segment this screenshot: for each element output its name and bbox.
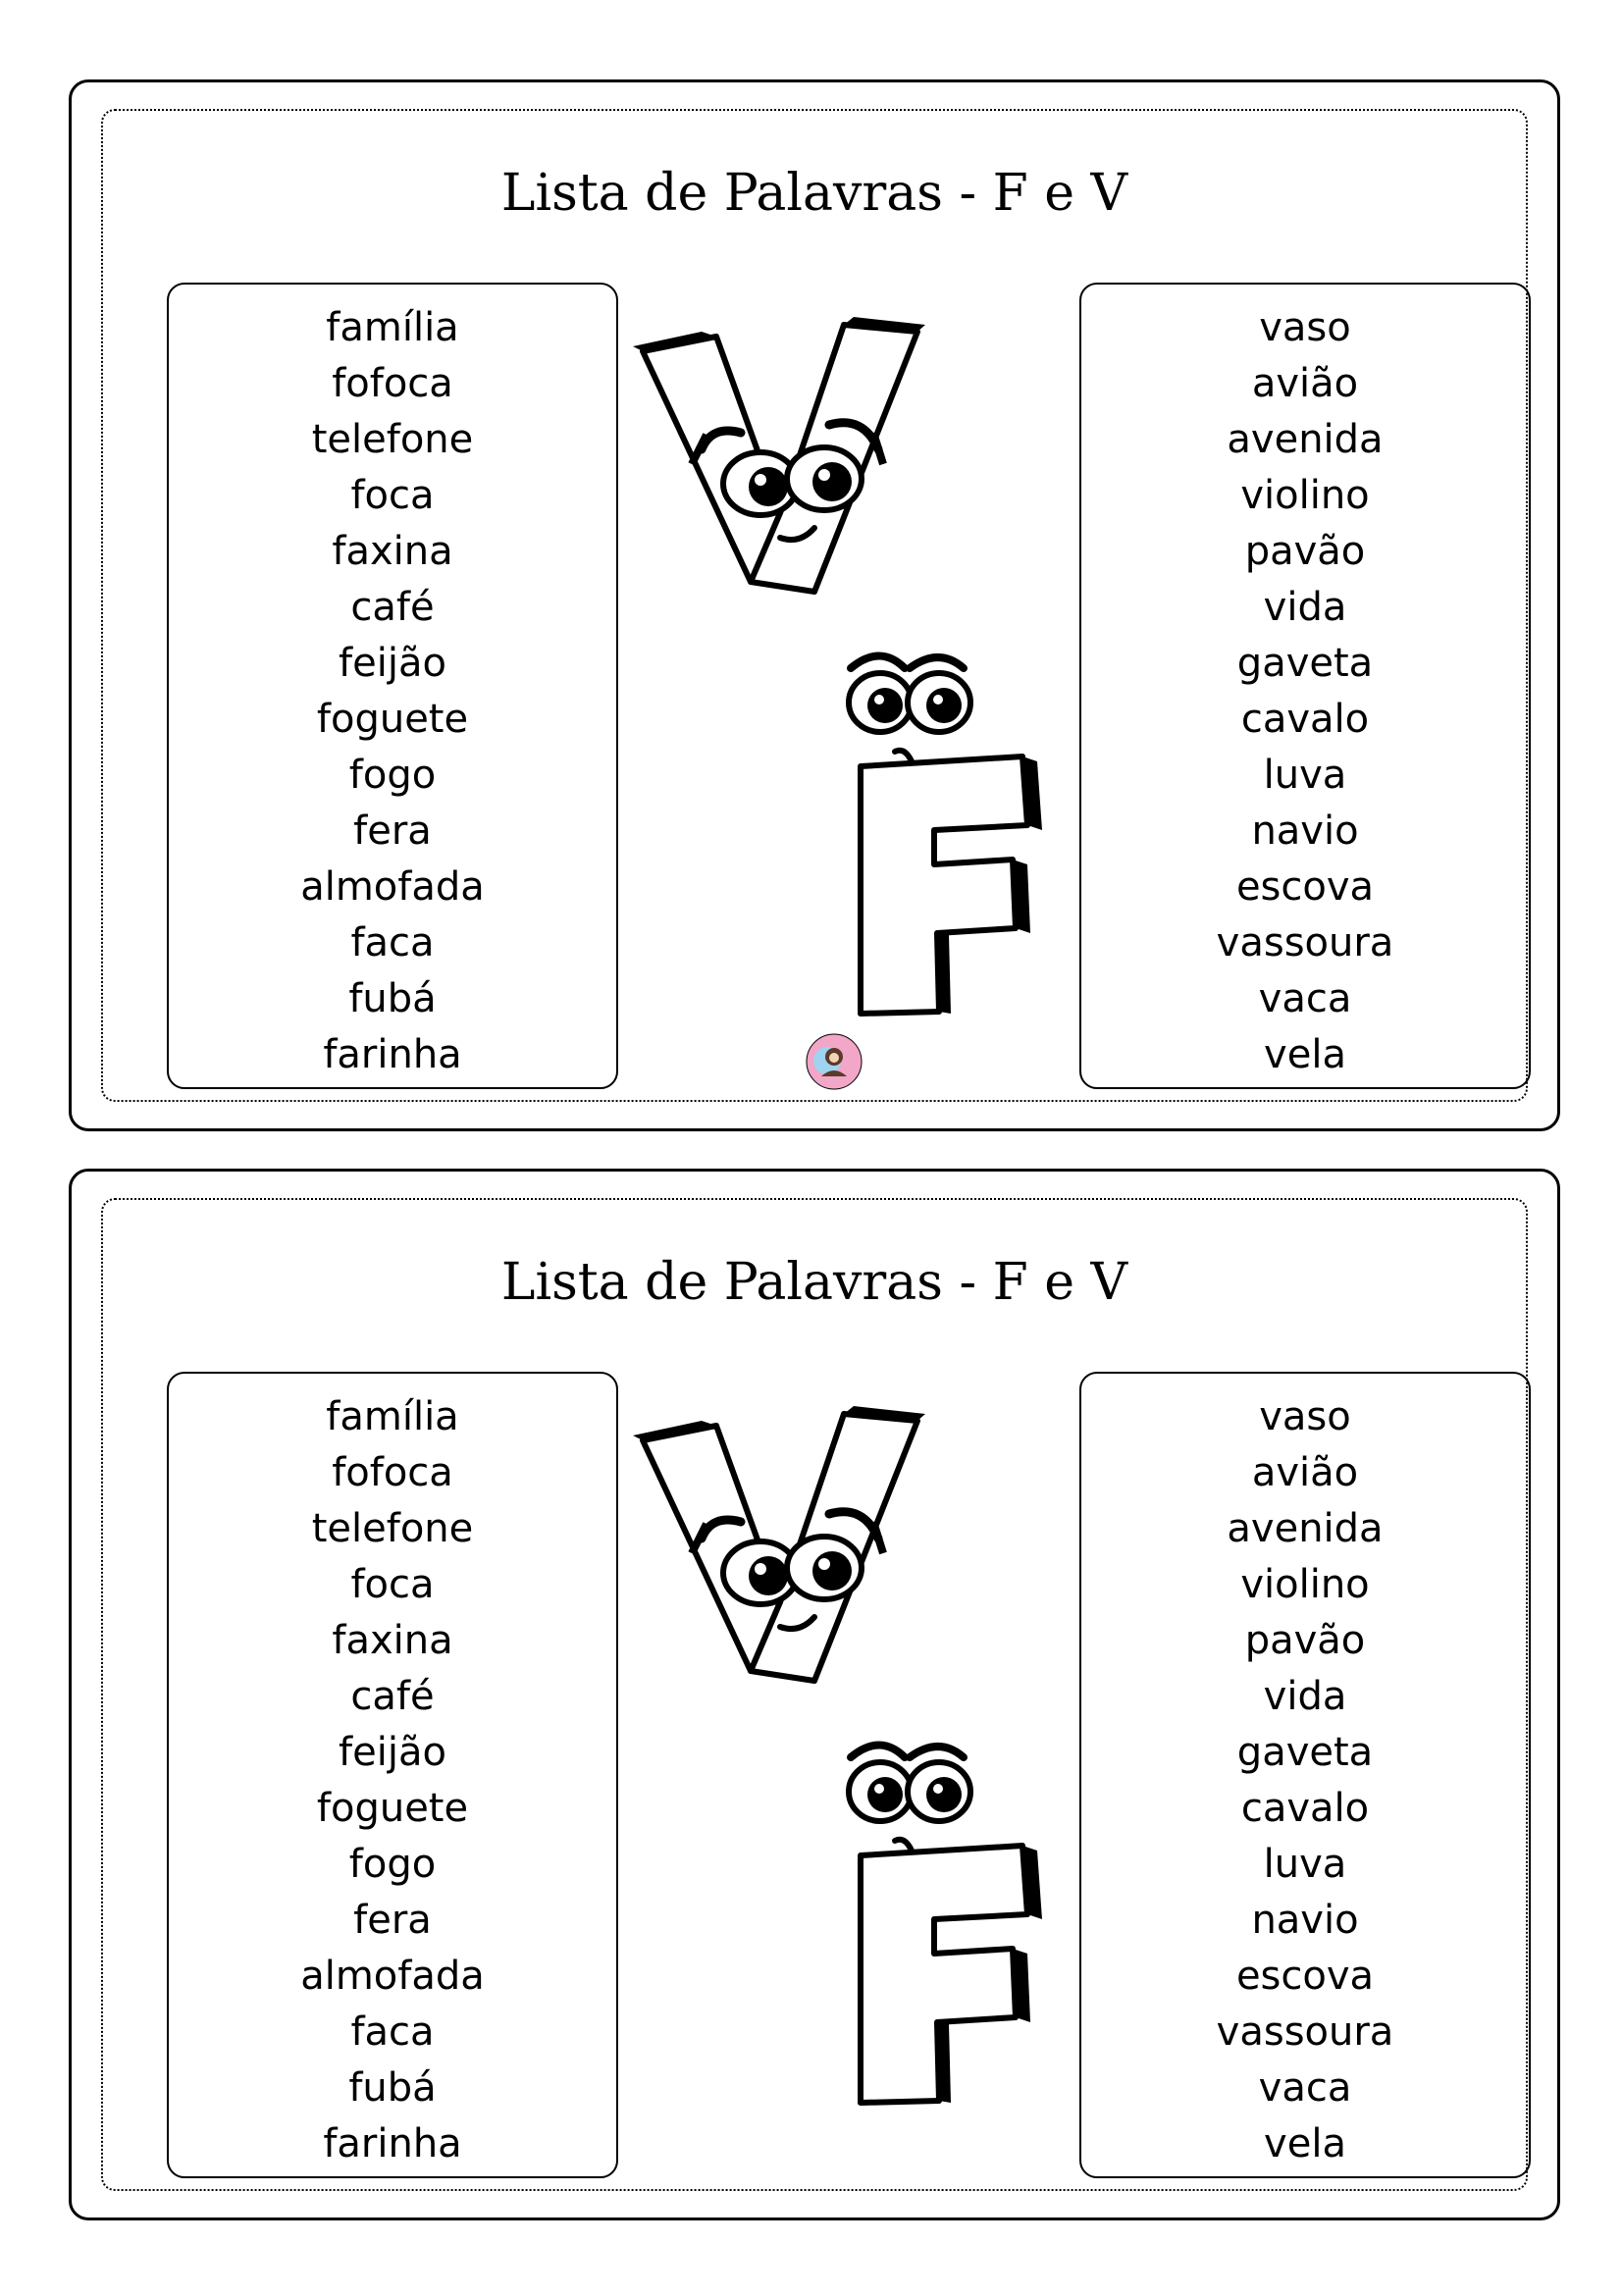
word-list-card-bottom <box>69 1169 1560 2220</box>
letter-v-mascot <box>633 1406 927 1700</box>
f-word: foca <box>350 1562 435 1607</box>
v-word: vida <box>1263 1674 1347 1719</box>
v-word: luva <box>1263 753 1347 798</box>
v-word: vela <box>1264 1032 1346 1077</box>
v-words-box <box>1079 1372 1531 2178</box>
f-word: fofoca <box>332 361 453 406</box>
v-word: cavalo <box>1240 1786 1370 1831</box>
letter-f-mascot <box>841 1738 1047 2111</box>
f-word: fogo <box>348 1842 437 1887</box>
dotted-inner-frame <box>101 1198 1528 2191</box>
v-word: avenida <box>1227 417 1384 462</box>
f-word: faca <box>350 920 435 965</box>
f-word: faca <box>350 2009 435 2055</box>
f-word: faxina <box>332 1618 453 1663</box>
f-word: faxina <box>332 529 453 574</box>
f-word: fubá <box>348 976 437 1021</box>
f-word-list <box>169 1374 616 2172</box>
v-word: avião <box>1251 361 1359 406</box>
v-word: escova <box>1235 864 1375 910</box>
v-word: vaca <box>1258 2065 1352 2111</box>
v-word: vaca <box>1258 976 1352 1021</box>
f-word: feijão <box>339 641 446 686</box>
v-word-list <box>1081 285 1529 1083</box>
v-word: vassoura <box>1216 920 1394 965</box>
f-words-box <box>167 283 618 1089</box>
v-word: avenida <box>1227 1506 1384 1551</box>
word-list-card-top <box>69 79 1560 1131</box>
f-word: farinha <box>323 1032 462 1077</box>
f-word: fera <box>353 809 432 854</box>
f-word: fofoca <box>332 1450 453 1495</box>
author-logo <box>804 1031 864 1092</box>
v-word: violino <box>1240 1562 1370 1607</box>
v-word: vaso <box>1259 305 1351 350</box>
f-word: família <box>326 1394 459 1439</box>
f-word: café <box>350 585 435 630</box>
v-word: escova <box>1235 1954 1375 1999</box>
v-word: vaso <box>1259 1394 1351 1439</box>
f-word: almofada <box>300 864 485 910</box>
dotted-inner-frame <box>101 109 1528 1102</box>
f-word: fogo <box>348 753 437 798</box>
f-word: fera <box>353 1898 432 1943</box>
f-word: foca <box>350 473 435 518</box>
card-title: Lista de Palavras - F e V <box>500 1253 1128 1312</box>
v-word: pavão <box>1244 1618 1366 1663</box>
f-word: farinha <box>323 2121 462 2166</box>
v-word: pavão <box>1244 529 1366 574</box>
f-words-box <box>167 1372 618 2178</box>
f-word: família <box>326 305 459 350</box>
f-word: feijão <box>339 1730 446 1775</box>
v-word: violino <box>1240 473 1370 518</box>
v-word: navio <box>1251 809 1359 854</box>
card-title: Lista de Palavras - F e V <box>500 164 1128 223</box>
v-word: luva <box>1263 1842 1347 1887</box>
f-word: telefone <box>311 1506 474 1551</box>
v-word: gaveta <box>1236 641 1374 686</box>
f-word: fubá <box>348 2065 437 2111</box>
v-word-list <box>1081 1374 1529 2172</box>
v-word: vassoura <box>1216 2009 1394 2055</box>
v-word: vida <box>1263 585 1347 630</box>
v-words-box <box>1079 283 1531 1089</box>
letter-f-mascot <box>841 649 1047 1021</box>
v-word: vela <box>1264 2121 1346 2166</box>
f-word: telefone <box>311 417 474 462</box>
f-word: foguete <box>316 697 469 742</box>
f-word-list <box>169 285 616 1083</box>
v-word: gaveta <box>1236 1730 1374 1775</box>
f-word: café <box>350 1674 435 1719</box>
v-word: avião <box>1251 1450 1359 1495</box>
v-word: cavalo <box>1240 697 1370 742</box>
letter-v-mascot <box>633 317 927 611</box>
v-word: navio <box>1251 1898 1359 1943</box>
f-word: foguete <box>316 1786 469 1831</box>
f-word: almofada <box>300 1954 485 1999</box>
